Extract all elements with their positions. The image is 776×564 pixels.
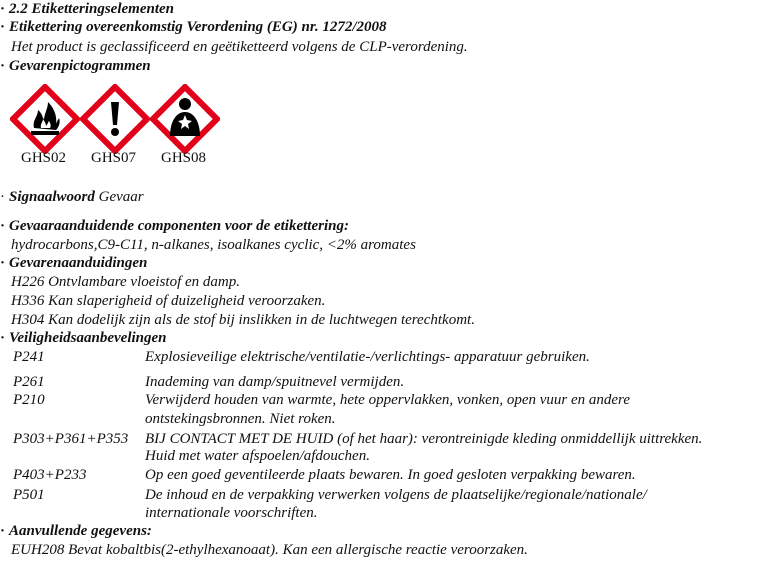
- bullet: ·: [0, 189, 5, 205]
- precaution-text: Huid met water afspoelen/afdouchen.: [145, 448, 370, 464]
- hazard-statement: H304 Kan dodelijk zijn als de stof bij inslikken in de luchtwegen terechtkomt.: [11, 312, 475, 328]
- exclamation-icon: [80, 84, 150, 154]
- precaution-text: De inhoud en de verpakking verwerken volgens de plaatselijke/regionale/nationale/: [145, 487, 647, 503]
- precaution-text: ontstekingsbronnen. Niet roken.: [145, 411, 336, 427]
- bullet: ·: [0, 1, 6, 17]
- additional-text: EUH208 Bevat kobaltbis(2-ethylhexanoaat). Kan een allergische reactie veroorzaken.: [11, 542, 528, 558]
- hazard-statement: H226 Ontvlambare vloeistof en damp.: [11, 274, 240, 290]
- precaution-text: Verwijderd houden van warmte, hete oppervlakken, vonken, open vuur en andere: [145, 392, 630, 408]
- precaution-text: BIJ CONTACT MET DE HUID (of het haar): verontreinigde kleding onmiddellijk uittrekken.: [145, 431, 703, 447]
- bullet: ·: [0, 255, 6, 271]
- pictogram-label-ghs02: GHS02: [21, 150, 67, 166]
- precaution-text: Op een goed geventileerde plaats bewaren. In goed gesloten verpakking bewaren.: [145, 467, 636, 483]
- hazard-statement: H336 Kan slaperigheid of duizeligheid veroorzaken.: [11, 293, 326, 309]
- pictograms-heading: · Gevarenpictogrammen: [0, 58, 151, 74]
- classification-text: Het product is geclassificeerd en geëtiketteerd volgens de CLP-verordening.: [11, 39, 468, 55]
- additional-heading: · Aanvullende gegevens:: [0, 523, 152, 539]
- precaution-code: P241: [13, 349, 45, 365]
- components-heading: · Gevaaraanduidende componenten voor de etikettering:: [0, 218, 349, 234]
- section-title: · 2.2 Etiketteringselementen: [0, 1, 174, 17]
- signal-word: · Signaalwoord Gevaar: [0, 189, 144, 205]
- precaution-code: P303+P361+P353: [13, 431, 129, 447]
- bullet: ·: [0, 523, 6, 539]
- components-text: hydrocarbons,C9-C11, n-alkanes, isoalkanes cyclic, <2% aromates: [11, 237, 416, 253]
- precaution-text: Inademing van damp/spuitnevel vermijden.: [145, 374, 405, 390]
- pictogram-label-ghs08: GHS08: [161, 150, 207, 166]
- flame-icon: [10, 84, 80, 154]
- precaution-text: internationale voorschriften.: [145, 505, 318, 521]
- bullet: ·: [0, 58, 6, 74]
- bullet: ·: [0, 218, 6, 234]
- precaution-code: P501: [13, 487, 45, 503]
- health-hazard-icon: [150, 84, 220, 154]
- precaution-code: P261: [13, 374, 45, 390]
- precaution-text: Explosieveilige elektrische/ventilatie-/verlichtings- apparatuur gebruiken.: [145, 349, 590, 365]
- precaution-code: P403+P233: [13, 467, 87, 483]
- hazards-heading: · Gevarenaanduidingen: [0, 255, 148, 271]
- bullet: ·: [0, 330, 6, 346]
- regulation-heading: · Etikettering overeenkomstig Verordening (EG) nr. 1272/2008: [0, 19, 387, 35]
- precautions-heading: · Veiligheidsaanbevelingen: [0, 330, 167, 346]
- pictogram-label-ghs07: GHS07: [91, 150, 137, 166]
- bullet: ·: [0, 19, 6, 35]
- precaution-code: P210: [13, 392, 45, 408]
